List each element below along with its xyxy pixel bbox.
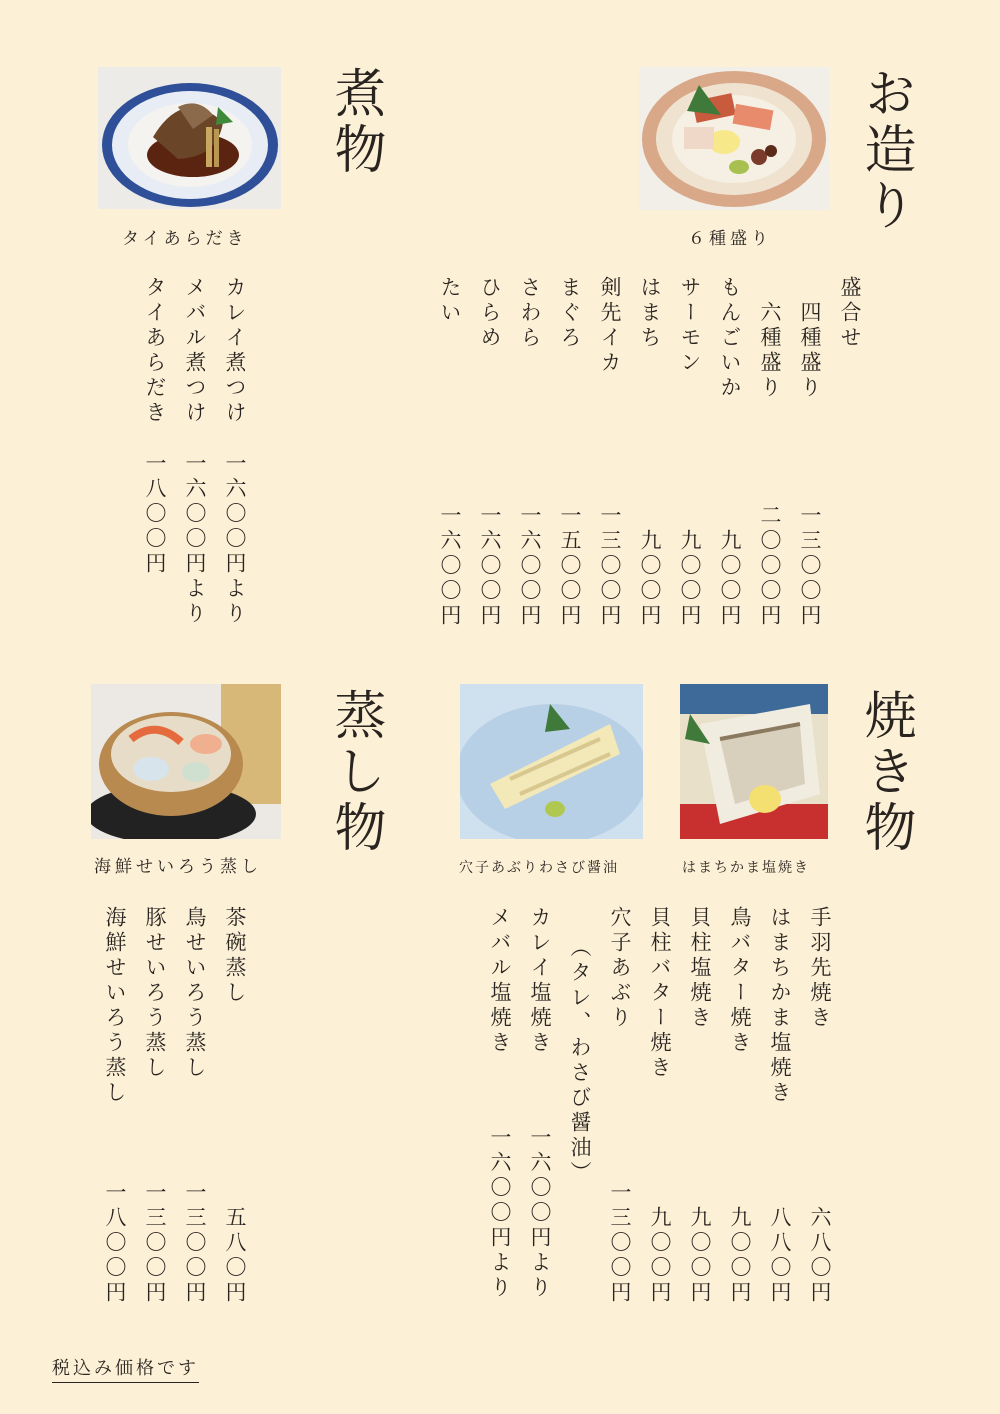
menu-item-name: 手羽先焼き: [808, 906, 832, 1031]
menu-item-price: 一六〇〇円: [438, 504, 462, 629]
menu-item-name: メバル煮つけ: [183, 276, 207, 426]
hamachi-kama-caption: はまちかま塩焼き: [682, 860, 810, 876]
menu-item-name: はまちかま塩焼き: [768, 906, 792, 1106]
menu-item-price: 一八〇〇円: [103, 1181, 127, 1306]
seiro-mushi-photo: [91, 684, 281, 839]
menu-item-name: 豚せいろう蒸し: [143, 906, 167, 1081]
menu-item-price: 一六〇〇円: [478, 504, 502, 629]
menu-item-name: ひらめ: [478, 276, 502, 351]
menu-item-name: はまち: [638, 276, 662, 351]
menu-item-name: 盛合せ: [838, 276, 862, 351]
menu-item-price: 九〇〇円: [638, 529, 662, 629]
menu-item-name: 六種盛り: [758, 276, 782, 401]
menu-item-name: もんごいか: [718, 276, 742, 401]
menu-list-mushimono: [95, 906, 255, 1306]
menu-list-nimono: [135, 276, 255, 636]
menu-item-price: 九〇〇円: [688, 1206, 712, 1306]
menu-item-price: 九〇〇円: [728, 1206, 752, 1306]
anago-caption: 穴子あぶりわさび醤油: [459, 860, 619, 876]
menu-item-name: 貝柱バター焼き: [648, 906, 672, 1081]
menu-item-name: さわら: [518, 276, 542, 351]
hamachi-kama-photo: [680, 684, 828, 839]
menu-item-name: サーモン: [678, 276, 702, 376]
menu-item-price: 一三〇〇円: [598, 504, 622, 629]
sashimi-caption: ６種盛り: [688, 229, 772, 249]
menu-item-price: 八八〇円: [768, 1206, 792, 1306]
section-title-yakimono: 焼き物: [855, 688, 915, 856]
menu-item-price: 一八〇〇円: [143, 452, 167, 577]
menu-item-price: 一三〇〇円: [798, 504, 822, 629]
menu-item-price: 九〇〇円: [648, 1206, 672, 1306]
menu-item-price: 一五〇〇円: [558, 504, 582, 629]
menu-item-price: 一三〇〇円: [608, 1181, 632, 1306]
menu-item-name: カレイ煮つけ: [223, 276, 247, 426]
menu-item-name: 剣先イカ: [598, 276, 622, 376]
menu-item-name: 貝柱塩焼き: [688, 906, 712, 1031]
menu-item-price: 一六〇〇円より: [223, 452, 247, 627]
menu-item-name: メバル塩焼き: [488, 906, 512, 1056]
menu-item-price: 一六〇〇円: [518, 504, 542, 629]
menu-item-name: （タレ、わさび醤油）: [568, 936, 592, 1186]
menu-item-name: 四種盛り: [798, 276, 822, 401]
section-title-nimono: 煮物: [325, 66, 385, 178]
tai-aradaki-caption: タイあらだき: [122, 229, 248, 249]
menu-item-price: 九〇〇円: [718, 529, 742, 629]
seiro-mushi-caption: 海鮮せいろう蒸し: [94, 857, 262, 877]
section-title-otsukuri: お造り: [855, 66, 915, 234]
menu-item-name: タイあらだき: [143, 276, 167, 426]
menu-list-yakimono: [480, 906, 840, 1306]
menu-item-name: 海鮮せいろう蒸し: [103, 906, 127, 1106]
menu-item-name: 茶碗蒸し: [223, 906, 247, 1006]
menu-item-price: 六八〇円: [808, 1206, 832, 1306]
anago-photo: [460, 684, 643, 839]
menu-item-price: 五八〇円: [223, 1206, 247, 1306]
menu-item-name: たい: [438, 276, 462, 326]
menu-item-name: 穴子あぶり: [608, 906, 632, 1031]
menu-item-price: 一六〇〇円より: [183, 452, 207, 627]
tax-included-note: 税込み価格です: [52, 1354, 199, 1383]
menu-item-price: 一六〇〇円より: [528, 1126, 552, 1301]
tai-aradaki-photo: [98, 67, 281, 209]
menu-item-name: カレイ塩焼き: [528, 906, 552, 1056]
menu-list-otsukuri: [430, 276, 870, 636]
menu-item-price: 二〇〇〇円: [758, 504, 782, 629]
menu-item-name: まぐろ: [558, 276, 582, 351]
menu-item-name: 鳥バター焼き: [728, 906, 752, 1056]
menu-item-price: 一六〇〇円より: [488, 1126, 512, 1301]
sashimi-photo: [639, 67, 829, 210]
section-title-mushimono: 蒸し物: [325, 688, 385, 856]
menu-item-name: 鳥せいろう蒸し: [183, 906, 207, 1081]
menu-item-price: 一三〇〇円: [143, 1181, 167, 1306]
menu-item-price: 九〇〇円: [678, 529, 702, 629]
menu-item-price: 一三〇〇円: [183, 1181, 207, 1306]
